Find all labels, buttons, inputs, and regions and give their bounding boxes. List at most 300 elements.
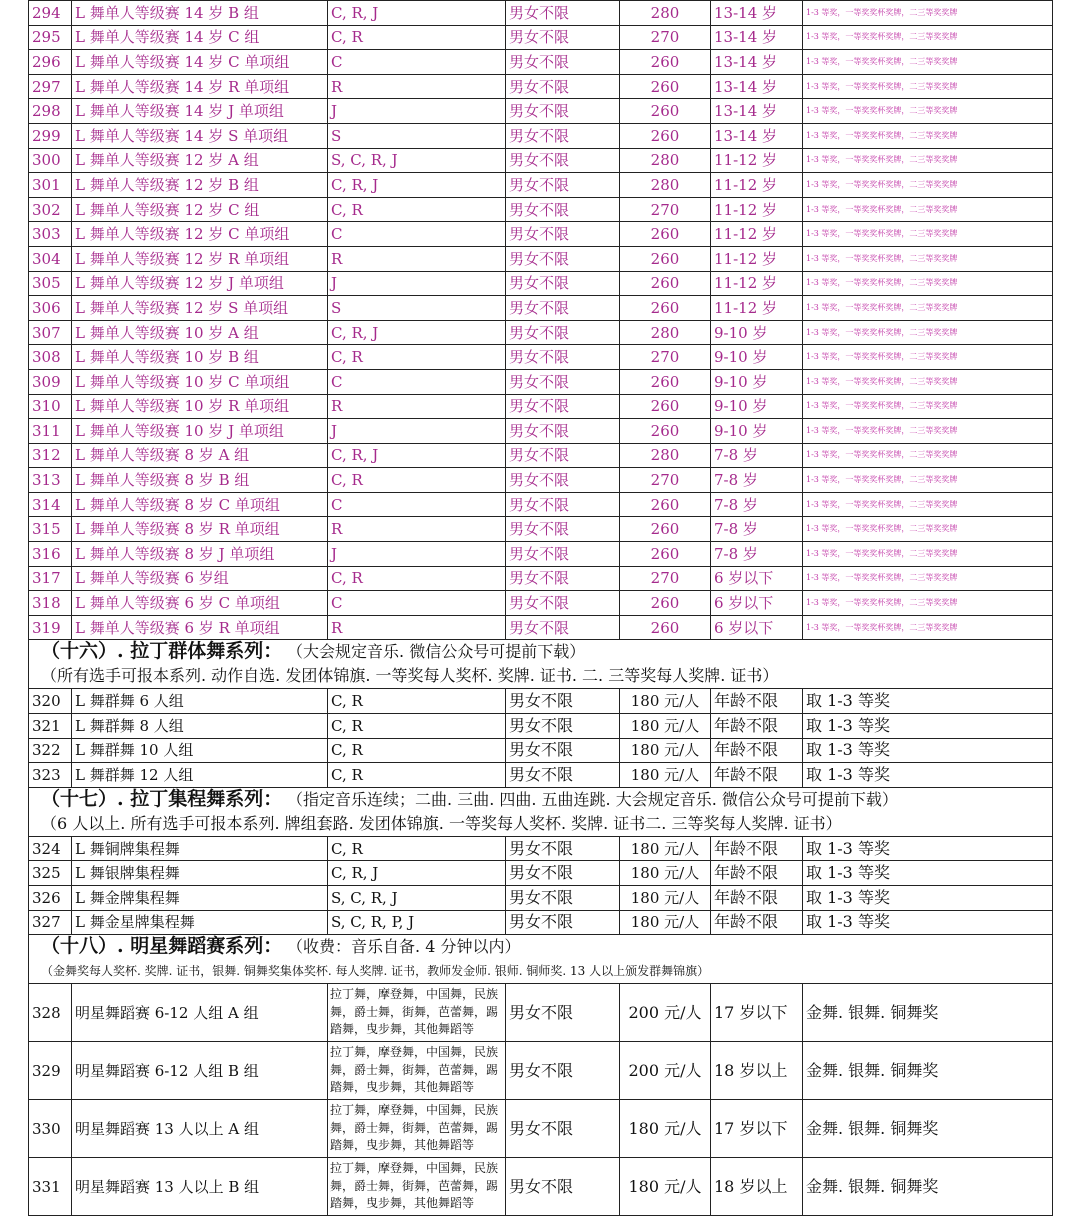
cell-age: 13-14 岁 (711, 99, 803, 124)
cell-age: 年龄不限 (711, 910, 803, 935)
cell-fee: 270 (620, 468, 711, 493)
cell-number: 307 (29, 320, 72, 345)
cell-fee: 280 (620, 148, 711, 173)
table-row (29, 517, 1053, 542)
cell-award: 金舞. 银舞. 铜舞奖 (803, 1042, 1053, 1100)
cell-fee: 180 元/人 (620, 689, 711, 714)
cell-dances: C, R, J (328, 443, 506, 468)
cell-gender: 男女不限 (506, 566, 620, 591)
cell-dances: C (328, 591, 506, 616)
cell-dances: 拉丁舞，摩登舞，中国舞，民族舞，爵士舞，街舞，芭蕾舞，踢踏舞，曳步舞，其他舞蹈等 (328, 1158, 506, 1216)
cell-age: 11-12 岁 (711, 148, 803, 173)
cell-age: 7-8 岁 (711, 468, 803, 493)
cell-dances: S, C, R, J (328, 148, 506, 173)
cell-gender: 男女不限 (506, 738, 620, 763)
cell-dances: C (328, 222, 506, 247)
cell-event-name: L 舞群舞 10 人组 (72, 738, 328, 763)
cell-gender: 男女不限 (506, 468, 620, 493)
table-row (29, 492, 1053, 517)
cell-number: 313 (29, 468, 72, 493)
cell-event-name: 明星舞蹈赛 6-12 人组 B 组 (72, 1042, 328, 1100)
cell-age: 6 岁以下 (711, 615, 803, 640)
cell-gender: 男女不限 (506, 1042, 620, 1100)
cell-dances: J (328, 99, 506, 124)
cell-number: 299 (29, 123, 72, 148)
event-table-body (29, 1, 1053, 1216)
cell-fee: 180 元/人 (620, 714, 711, 739)
cell-age: 13-14 岁 (711, 123, 803, 148)
cell-fee: 260 (620, 394, 711, 419)
cell-award: 取 1-3 等奖 (803, 836, 1053, 861)
cell-number: 304 (29, 246, 72, 271)
cell-fee: 280 (620, 320, 711, 345)
competition-schedule-sheet (28, 0, 1052, 1216)
cell-event-name: L 舞单人等级赛 12 岁 J 单项组 (72, 271, 328, 296)
cell-award: 1-3 等奖，一等奖奖杯奖牌，二三等奖奖牌 (803, 443, 1053, 468)
cell-award: 1-3 等奖，一等奖奖杯奖牌，二三等奖奖牌 (803, 50, 1053, 75)
cell-dances: 拉丁舞，摩登舞，中国舞，民族舞，爵士舞，街舞，芭蕾舞，踢踏舞，曳步舞，其他舞蹈等 (328, 984, 506, 1042)
cell-event-name: L 舞金星牌集程舞 (72, 910, 328, 935)
table-row (29, 394, 1053, 419)
cell-gender: 男女不限 (506, 542, 620, 567)
cell-fee: 270 (620, 345, 711, 370)
cell-event-name: 明星舞蹈赛 6-12 人组 A 组 (72, 984, 328, 1042)
cell-award: 1-3 等奖，一等奖奖杯奖牌，二三等奖奖牌 (803, 615, 1053, 640)
cell-number: 327 (29, 910, 72, 935)
cell-event-name: L 舞单人等级赛 10 岁 B 组 (72, 345, 328, 370)
cell-event-name: L 舞单人等级赛 12 岁 C 组 (72, 197, 328, 222)
cell-award: 取 1-3 等奖 (803, 861, 1053, 886)
cell-event-name: L 舞单人等级赛 8 岁 R 单项组 (72, 517, 328, 542)
cell-age: 18 岁以上 (711, 1042, 803, 1100)
cell-dances: R (328, 394, 506, 419)
cell-dances: C (328, 492, 506, 517)
cell-age: 17 岁以下 (711, 1100, 803, 1158)
cell-gender: 男女不限 (506, 246, 620, 271)
table-row (29, 566, 1053, 591)
cell-age: 13-14 岁 (711, 50, 803, 75)
cell-age: 13-14 岁 (711, 1, 803, 26)
cell-award: 取 1-3 等奖 (803, 886, 1053, 911)
cell-age: 11-12 岁 (711, 197, 803, 222)
cell-fee: 260 (620, 74, 711, 99)
cell-event-name: L 舞单人等级赛 8 岁 B 组 (72, 468, 328, 493)
cell-gender: 男女不限 (506, 320, 620, 345)
cell-dances: C, R (328, 25, 506, 50)
event-table (28, 0, 1053, 1216)
cell-fee: 180 元/人 (620, 861, 711, 886)
cell-award: 取 1-3 等奖 (803, 763, 1053, 788)
cell-number: 325 (29, 861, 72, 886)
cell-event-name: L 舞单人等级赛 10 岁 A 组 (72, 320, 328, 345)
cell-fee: 280 (620, 173, 711, 198)
cell-gender: 男女不限 (506, 615, 620, 640)
cell-fee: 260 (620, 99, 711, 124)
cell-gender: 男女不限 (506, 173, 620, 198)
cell-number: 324 (29, 836, 72, 861)
cell-award: 1-3 等奖，一等奖奖杯奖牌，二三等奖奖牌 (803, 492, 1053, 517)
cell-award: 1-3 等奖，一等奖奖杯奖牌，二三等奖奖牌 (803, 74, 1053, 99)
cell-number: 323 (29, 763, 72, 788)
section-18-header (29, 935, 1053, 984)
table-row (29, 296, 1053, 321)
cell-dances: R (328, 615, 506, 640)
cell-fee: 260 (620, 369, 711, 394)
table-row (29, 148, 1053, 173)
cell-dances: C (328, 50, 506, 75)
cell-fee: 180 元/人 (620, 738, 711, 763)
cell-event-name: L 舞单人等级赛 10 岁 C 单项组 (72, 369, 328, 394)
cell-fee: 200 元/人 (620, 1042, 711, 1100)
cell-number: 294 (29, 1, 72, 26)
cell-dances: C, R (328, 689, 506, 714)
table-row (29, 615, 1053, 640)
cell-gender: 男女不限 (506, 1, 620, 26)
cell-dances: J (328, 419, 506, 444)
cell-dances: C (328, 369, 506, 394)
cell-event-name: L 舞单人等级赛 14 岁 R 单项组 (72, 74, 328, 99)
section-title: （十六）. 拉丁群体舞系列： (41, 640, 283, 663)
cell-number: 314 (29, 492, 72, 517)
cell-age: 17 岁以下 (711, 984, 803, 1042)
cell-gender: 男女不限 (506, 50, 620, 75)
cell-dances: 拉丁舞，摩登舞，中国舞，民族舞，爵士舞，街舞，芭蕾舞，踢踏舞，曳步舞，其他舞蹈等 (328, 1100, 506, 1158)
table-row (29, 173, 1053, 198)
cell-fee: 260 (620, 50, 711, 75)
cell-dances: S, C, R, P, J (328, 910, 506, 935)
cell-award: 1-3 等奖，一等奖奖杯奖牌，二三等奖奖牌 (803, 419, 1053, 444)
cell-dances: C, R (328, 345, 506, 370)
table-row (29, 1158, 1053, 1216)
cell-event-name: L 舞单人等级赛 12 岁 R 单项组 (72, 246, 328, 271)
cell-age: 年龄不限 (711, 689, 803, 714)
table-row (29, 1042, 1053, 1100)
cell-dances: C, R (328, 738, 506, 763)
cell-award: 1-3 等奖，一等奖奖杯奖牌，二三等奖奖牌 (803, 148, 1053, 173)
cell-event-name: 明星舞蹈赛 13 人以上 A 组 (72, 1100, 328, 1158)
cell-number: 305 (29, 271, 72, 296)
cell-dances: C, R, J (328, 1, 506, 26)
cell-event-name: L 舞单人等级赛 14 岁 J 单项组 (72, 99, 328, 124)
cell-award: 1-3 等奖，一等奖奖杯奖牌，二三等奖奖牌 (803, 123, 1053, 148)
cell-number: 322 (29, 738, 72, 763)
cell-gender: 男女不限 (506, 763, 620, 788)
cell-event-name: L 舞银牌集程舞 (72, 861, 328, 886)
section-note: （收费：音乐自备. 4 分钟以内） (287, 937, 521, 957)
cell-award: 1-3 等奖，一等奖奖杯奖牌，二三等奖奖牌 (803, 320, 1053, 345)
cell-gender: 男女不限 (506, 984, 620, 1042)
cell-age: 6 岁以下 (711, 591, 803, 616)
cell-age: 9-10 岁 (711, 394, 803, 419)
cell-fee: 280 (620, 1, 711, 26)
table-row (29, 886, 1053, 911)
cell-gender: 男女不限 (506, 886, 620, 911)
cell-fee: 180 元/人 (620, 910, 711, 935)
cell-fee: 180 元/人 (620, 1158, 711, 1216)
cell-award: 金舞. 银舞. 铜舞奖 (803, 984, 1053, 1042)
cell-age: 年龄不限 (711, 738, 803, 763)
cell-age: 年龄不限 (711, 763, 803, 788)
cell-award: 1-3 等奖，一等奖奖杯奖牌，二三等奖奖牌 (803, 542, 1053, 567)
cell-gender: 男女不限 (506, 689, 620, 714)
cell-gender: 男女不限 (506, 714, 620, 739)
cell-event-name: L 舞单人等级赛 14 岁 C 组 (72, 25, 328, 50)
cell-award: 取 1-3 等奖 (803, 689, 1053, 714)
cell-age: 13-14 岁 (711, 74, 803, 99)
cell-number: 319 (29, 615, 72, 640)
table-row (29, 542, 1053, 567)
section-subtitle: （6 人以上. 所有选手可报本系列. 牌组套路. 发团体锦旗. 一等奖每人奖杯. 奖牌. 证书二. 三等奖每人奖牌. 证书） (41, 813, 842, 833)
table-row (29, 910, 1053, 935)
cell-number: 300 (29, 148, 72, 173)
cell-dances: C, R (328, 468, 506, 493)
cell-number: 320 (29, 689, 72, 714)
cell-gender: 男女不限 (506, 1100, 620, 1158)
cell-number: 331 (29, 1158, 72, 1216)
table-row (29, 714, 1053, 739)
cell-dances: 拉丁舞，摩登舞，中国舞，民族舞，爵士舞，街舞，芭蕾舞，踢踏舞，曳步舞，其他舞蹈等 (328, 1042, 506, 1100)
cell-number: 308 (29, 345, 72, 370)
table-row (29, 345, 1053, 370)
table-row (29, 1100, 1053, 1158)
cell-event-name: 明星舞蹈赛 13 人以上 B 组 (72, 1158, 328, 1216)
cell-fee: 260 (620, 419, 711, 444)
cell-gender: 男女不限 (506, 910, 620, 935)
cell-fee: 200 元/人 (620, 984, 711, 1042)
cell-gender: 男女不限 (506, 492, 620, 517)
cell-award: 1-3 等奖，一等奖奖杯奖牌，二三等奖奖牌 (803, 222, 1053, 247)
cell-fee: 260 (620, 296, 711, 321)
cell-gender: 男女不限 (506, 123, 620, 148)
cell-fee: 260 (620, 542, 711, 567)
cell-fee: 260 (620, 246, 711, 271)
cell-dances: C, R, J (328, 861, 506, 886)
cell-dances: C, R (328, 197, 506, 222)
cell-event-name: L 舞单人等级赛 14 岁 B 组 (72, 1, 328, 26)
table-row (29, 123, 1053, 148)
cell-gender: 男女不限 (506, 222, 620, 247)
cell-event-name: L 舞单人等级赛 8 岁 A 组 (72, 443, 328, 468)
cell-fee: 280 (620, 443, 711, 468)
cell-number: 316 (29, 542, 72, 567)
cell-award: 1-3 等奖，一等奖奖杯奖牌，二三等奖奖牌 (803, 591, 1053, 616)
cell-number: 309 (29, 369, 72, 394)
section-subtitle: （所有选手可报本系列. 动作自选. 发团体锦旗. 一等奖每人奖杯. 奖牌. 证书. 二. 三等奖每人奖牌. 证书） (41, 666, 779, 686)
cell-fee: 260 (620, 492, 711, 517)
cell-age: 年龄不限 (711, 861, 803, 886)
table-row (29, 468, 1053, 493)
table-row (29, 246, 1053, 271)
cell-award: 1-3 等奖，一等奖奖杯奖牌，二三等奖奖牌 (803, 566, 1053, 591)
cell-gender: 男女不限 (506, 1158, 620, 1216)
cell-event-name: L 舞单人等级赛 6 岁组 (72, 566, 328, 591)
table-row (29, 984, 1053, 1042)
cell-dances: R (328, 517, 506, 542)
cell-award: 1-3 等奖，一等奖奖杯奖牌，二三等奖奖牌 (803, 345, 1053, 370)
cell-fee: 180 元/人 (620, 836, 711, 861)
table-row (29, 25, 1053, 50)
cell-age: 13-14 岁 (711, 25, 803, 50)
cell-award: 1-3 等奖，一等奖奖杯奖牌，二三等奖奖牌 (803, 468, 1053, 493)
cell-event-name: L 舞单人等级赛 8 岁 J 单项组 (72, 542, 328, 567)
cell-number: 317 (29, 566, 72, 591)
cell-fee: 180 元/人 (620, 1100, 711, 1158)
cell-event-name: L 舞群舞 12 人组 (72, 763, 328, 788)
cell-gender: 男女不限 (506, 836, 620, 861)
cell-award: 金舞. 银舞. 铜舞奖 (803, 1158, 1053, 1216)
cell-number: 315 (29, 517, 72, 542)
cell-fee: 260 (620, 123, 711, 148)
cell-number: 296 (29, 50, 72, 75)
cell-fee: 270 (620, 566, 711, 591)
cell-age: 年龄不限 (711, 886, 803, 911)
cell-gender: 男女不限 (506, 591, 620, 616)
cell-event-name: L 舞单人等级赛 12 岁 A 组 (72, 148, 328, 173)
cell-number: 295 (29, 25, 72, 50)
cell-award: 1-3 等奖，一等奖奖杯奖牌，二三等奖奖牌 (803, 394, 1053, 419)
cell-age: 7-8 岁 (711, 542, 803, 567)
cell-award: 取 1-3 等奖 (803, 714, 1053, 739)
table-row (29, 271, 1053, 296)
cell-age: 7-8 岁 (711, 517, 803, 542)
cell-number: 301 (29, 173, 72, 198)
cell-gender: 男女不限 (506, 99, 620, 124)
cell-number: 303 (29, 222, 72, 247)
cell-number: 302 (29, 197, 72, 222)
cell-age: 18 岁以上 (711, 1158, 803, 1216)
table-row (29, 197, 1053, 222)
cell-event-name: L 舞单人等级赛 8 岁 C 单项组 (72, 492, 328, 517)
cell-event-name: L 舞单人等级赛 10 岁 R 单项组 (72, 394, 328, 419)
cell-dances: S, C, R, J (328, 886, 506, 911)
cell-fee: 180 元/人 (620, 886, 711, 911)
table-row (29, 738, 1053, 763)
cell-event-name: L 舞单人等级赛 6 岁 C 单项组 (72, 591, 328, 616)
cell-number: 330 (29, 1100, 72, 1158)
cell-gender: 男女不限 (506, 74, 620, 99)
cell-dances: R (328, 246, 506, 271)
cell-award: 1-3 等奖，一等奖奖杯奖牌，二三等奖奖牌 (803, 369, 1053, 394)
cell-age: 年龄不限 (711, 836, 803, 861)
cell-award: 1-3 等奖，一等奖奖杯奖牌，二三等奖奖牌 (803, 197, 1053, 222)
section-note: （大会规定音乐. 微信公众号可提前下载） (287, 642, 586, 662)
cell-age: 6 岁以下 (711, 566, 803, 591)
cell-dances: C, R, J (328, 320, 506, 345)
cell-gender: 男女不限 (506, 197, 620, 222)
table-row (29, 99, 1053, 124)
cell-gender: 男女不限 (506, 861, 620, 886)
cell-event-name: L 舞金牌集程舞 (72, 886, 328, 911)
table-row (29, 861, 1053, 886)
cell-dances: C, R, J (328, 173, 506, 198)
section-16-header (29, 640, 1053, 689)
cell-fee: 260 (620, 517, 711, 542)
cell-age: 11-12 岁 (711, 246, 803, 271)
cell-event-name: L 舞单人等级赛 12 岁 B 组 (72, 173, 328, 198)
cell-award: 1-3 等奖，一等奖奖杯奖牌，二三等奖奖牌 (803, 1, 1053, 26)
cell-fee: 260 (620, 222, 711, 247)
table-row (29, 689, 1053, 714)
cell-age: 年龄不限 (711, 714, 803, 739)
cell-dances: J (328, 271, 506, 296)
cell-gender: 男女不限 (506, 271, 620, 296)
cell-age: 9-10 岁 (711, 345, 803, 370)
cell-age: 9-10 岁 (711, 369, 803, 394)
cell-event-name: L 舞铜牌集程舞 (72, 836, 328, 861)
section-title: （十八）. 明星舞蹈赛系列： (41, 935, 283, 958)
cell-dances: S (328, 296, 506, 321)
cell-fee: 180 元/人 (620, 763, 711, 788)
cell-number: 312 (29, 443, 72, 468)
cell-dances: R (328, 74, 506, 99)
cell-dances: C, R (328, 763, 506, 788)
table-row (29, 74, 1053, 99)
cell-gender: 男女不限 (506, 443, 620, 468)
cell-age: 11-12 岁 (711, 271, 803, 296)
cell-gender: 男女不限 (506, 369, 620, 394)
cell-number: 321 (29, 714, 72, 739)
section-title: （十七）. 拉丁集程舞系列： (41, 787, 283, 810)
table-row (29, 222, 1053, 247)
cell-dances: C, R (328, 836, 506, 861)
cell-age: 9-10 岁 (711, 419, 803, 444)
cell-award: 1-3 等奖，一等奖奖杯奖牌，二三等奖奖牌 (803, 296, 1053, 321)
cell-event-name: L 舞单人等级赛 6 岁 R 单项组 (72, 615, 328, 640)
cell-dances: S (328, 123, 506, 148)
cell-event-name: L 舞单人等级赛 10 岁 J 单项组 (72, 419, 328, 444)
cell-event-name: L 舞单人等级赛 14 岁 C 单项组 (72, 50, 328, 75)
cell-event-name: L 舞群舞 8 人组 (72, 714, 328, 739)
cell-event-name: L 舞群舞 6 人组 (72, 689, 328, 714)
cell-number: 326 (29, 886, 72, 911)
table-row (29, 763, 1053, 788)
cell-award: 取 1-3 等奖 (803, 910, 1053, 935)
cell-event-name: L 舞单人等级赛 14 岁 S 单项组 (72, 123, 328, 148)
cell-age: 7-8 岁 (711, 492, 803, 517)
cell-dances: C, R (328, 714, 506, 739)
cell-number: 297 (29, 74, 72, 99)
cell-award: 1-3 等奖，一等奖奖杯奖牌，二三等奖奖牌 (803, 99, 1053, 124)
cell-age: 11-12 岁 (711, 173, 803, 198)
cell-gender: 男女不限 (506, 148, 620, 173)
cell-age: 9-10 岁 (711, 320, 803, 345)
cell-gender: 男女不限 (506, 394, 620, 419)
cell-event-name: L 舞单人等级赛 12 岁 S 单项组 (72, 296, 328, 321)
table-row (29, 419, 1053, 444)
cell-award: 金舞. 银舞. 铜舞奖 (803, 1100, 1053, 1158)
table-row (29, 836, 1053, 861)
cell-dances: C, R (328, 566, 506, 591)
cell-award: 1-3 等奖，一等奖奖杯奖牌，二三等奖奖牌 (803, 173, 1053, 198)
section-subtitle: （金舞奖每人奖杯. 奖牌. 证书，银舞. 铜舞奖集体奖杯. 每人奖牌. 证书，教师发金师. 银师. 铜师奖. 13 人以上颁发群舞锦旗） (41, 964, 710, 979)
table-row (29, 369, 1053, 394)
cell-event-name: L 舞单人等级赛 12 岁 C 单项组 (72, 222, 328, 247)
cell-fee: 260 (620, 591, 711, 616)
cell-age: 11-12 岁 (711, 296, 803, 321)
cell-gender: 男女不限 (506, 517, 620, 542)
cell-number: 318 (29, 591, 72, 616)
cell-age: 11-12 岁 (711, 222, 803, 247)
table-row (29, 50, 1053, 75)
cell-fee: 260 (620, 271, 711, 296)
cell-award: 取 1-3 等奖 (803, 738, 1053, 763)
cell-number: 311 (29, 419, 72, 444)
cell-number: 328 (29, 984, 72, 1042)
cell-gender: 男女不限 (506, 25, 620, 50)
table-row (29, 1, 1053, 26)
cell-number: 306 (29, 296, 72, 321)
cell-fee: 260 (620, 615, 711, 640)
